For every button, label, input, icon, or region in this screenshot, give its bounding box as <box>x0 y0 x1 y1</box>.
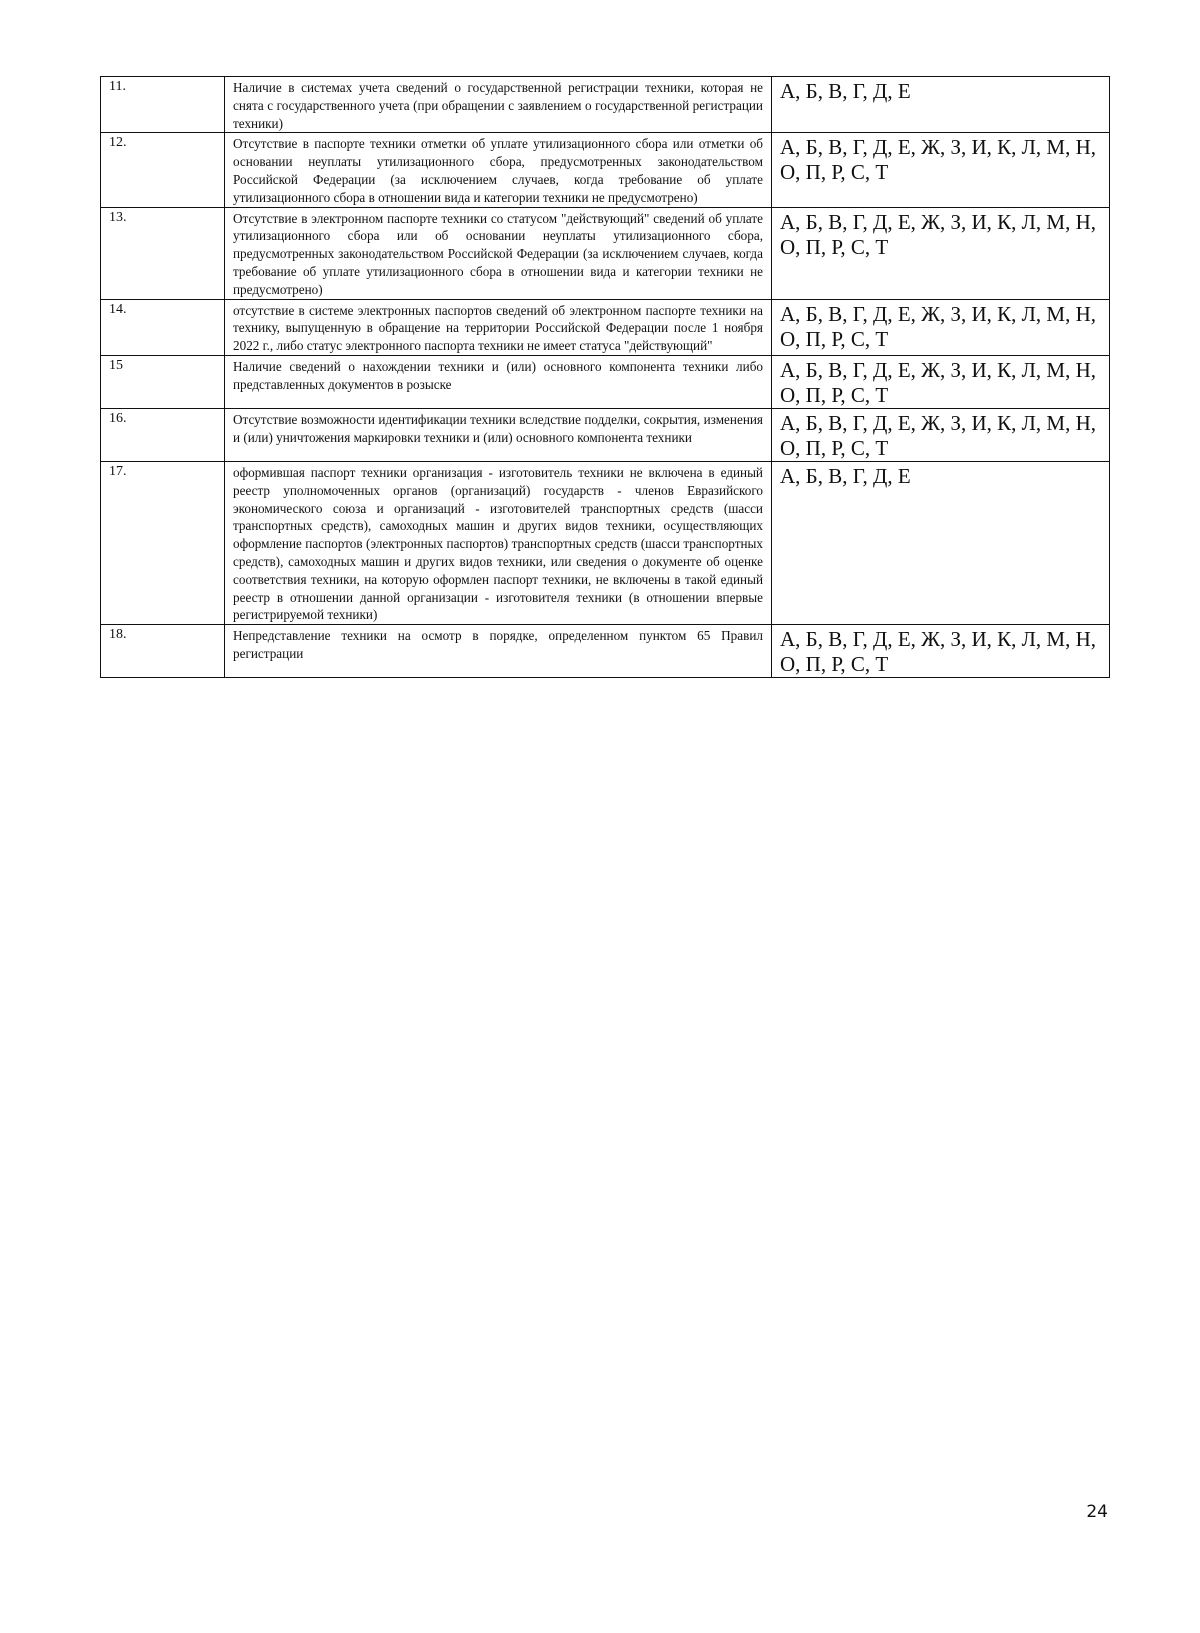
table-row <box>101 133 1110 207</box>
table-row <box>101 299 1110 355</box>
row-number: 16. <box>101 408 225 461</box>
row-number: 18. <box>101 625 225 678</box>
row-description: отсутствие в системе электронных паспортов сведений об электронном паспорте техники на технику, выпущенную в обращение на территории Российской Федерации после 1 ноября 2022 г., либо статус электронного паспорта техники не имеет статуса "действующий" <box>225 299 772 355</box>
table-row <box>101 461 1110 624</box>
row-description: Непредставление техники на осмотр в порядке, определенном пунктом 65 Правил регистрации <box>225 625 772 678</box>
row-number: 13. <box>101 207 225 299</box>
row-categories: А, Б, В, Г, Д, Е <box>772 461 1110 624</box>
page-number: 24 <box>1086 1502 1108 1522</box>
row-description: Отсутствие в электронном паспорте техники со статусом "действующий" сведений об уплате утилизационного сбора или об основании неуплаты утилизационного сбора, предусмотренных законодательством Российской Федерации (за исключением случаев, когда требование об уплате утилизационного сбора в отношении вида и категории техники не предусмотрено) <box>225 207 772 299</box>
conditions-table <box>100 76 1110 678</box>
row-categories: А, Б, В, Г, Д, Е <box>772 77 1110 133</box>
table-row <box>101 77 1110 133</box>
row-description: оформившая паспорт техники организация - изготовитель техники не включена в единый реестр уполномоченных органов (организаций) государств - членов Евразийского экономического союза и организаций - изготовителей транспортных средств (шасси транспортных средств), самоходных машин и других видов техники, осуществляющих оформление паспортов (электронных паспортов) транспортных средств (шасси транспортных средств), самоходных машин и других видов техники, или сведения о документе об оценке соответствия техники, на которую оформлен паспорт техники, не включены в такой единый реестр в отношении данной организации - изготовителя техники (в отношении впервые регистрируемой техники) <box>225 461 772 624</box>
table-row <box>101 625 1110 678</box>
row-categories: А, Б, В, Г, Д, Е, Ж, З, И, К, Л, М, Н, О, П, Р, С, Т <box>772 299 1110 355</box>
row-categories: А, Б, В, Г, Д, Е, Ж, З, И, К, Л, М, Н, О, П, Р, С, Т <box>772 408 1110 461</box>
row-description: Отсутствие в паспорте техники отметки об уплате утилизационного сбора или отметки об основании неуплаты утилизационного сбора, предусмотренных законодательством Российской Федерации (за исключением случаев, когда требование об уплате утилизационного сбора в отношении вида и категории техники не предусмотрено) <box>225 133 772 207</box>
row-number: 14. <box>101 299 225 355</box>
row-description: Наличие сведений о нахождении техники и (или) основного компонента техники либо представленных документов в розыске <box>225 355 772 408</box>
row-description: Отсутствие возможности идентификации техники вследствие подделки, сокрытия, изменения и (или) уничтожения маркировки техники и (или) основного компонента техники <box>225 408 772 461</box>
row-number: 15 <box>101 355 225 408</box>
row-categories: А, Б, В, Г, Д, Е, Ж, З, И, К, Л, М, Н, О, П, Р, С, Т <box>772 625 1110 678</box>
row-categories: А, Б, В, Г, Д, Е, Ж, З, И, К, Л, М, Н, О, П, Р, С, Т <box>772 207 1110 299</box>
table-row <box>101 355 1110 408</box>
row-description: Наличие в системах учета сведений о государственной регистрации техники, которая не снята с государственного учета (при обращении с заявлением о государственной регистрации техники) <box>225 77 772 133</box>
table-row <box>101 207 1110 299</box>
table-row <box>101 408 1110 461</box>
row-number: 12. <box>101 133 225 207</box>
row-number: 17. <box>101 461 225 624</box>
row-categories: А, Б, В, Г, Д, Е, Ж, З, И, К, Л, М, Н, О, П, Р, С, Т <box>772 133 1110 207</box>
row-categories: А, Б, В, Г, Д, Е, Ж, З, И, К, Л, М, Н, О, П, Р, С, Т <box>772 355 1110 408</box>
row-number: 11. <box>101 77 225 133</box>
